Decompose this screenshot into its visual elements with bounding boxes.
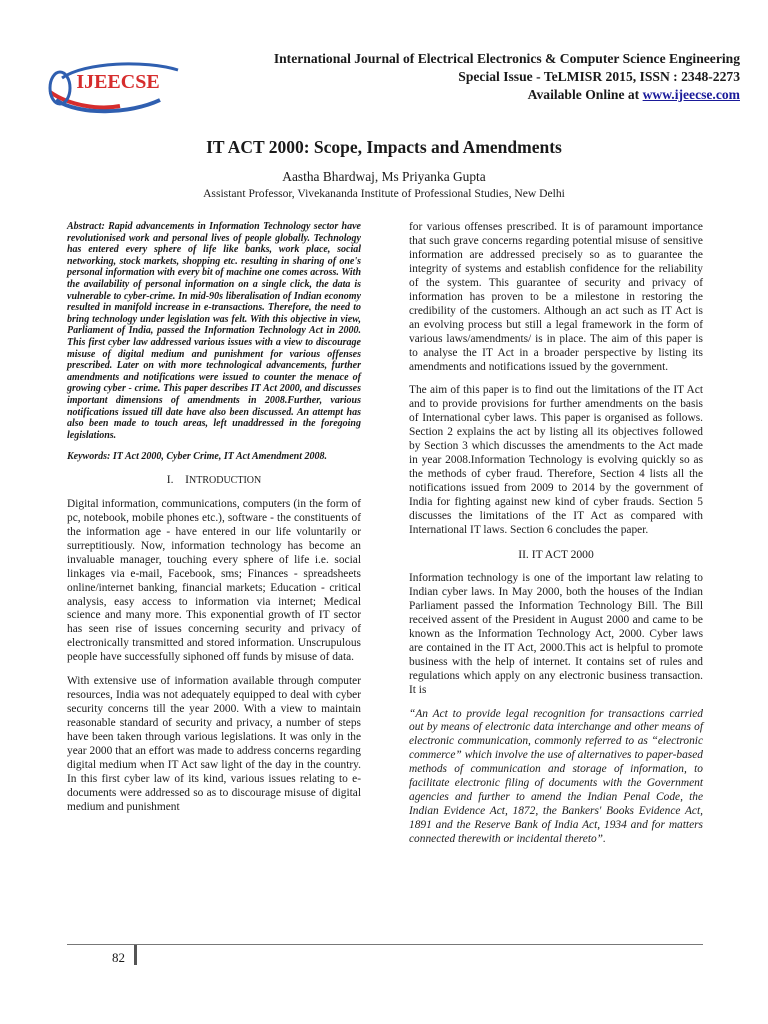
left-column — [67, 221, 361, 825]
section-number: I. — [166, 472, 174, 486]
it-act-paragraph: Information technology is one of the important law relating to Indian cyber laws. In May 2000, both the houses of the Indian Parliament passed the Information Technology Bill. The Bill received assent of the President in August 2000 and came to be known as the Information Technology Act, 2000. Cyber laws are contained in the IT Act, 2000.This act is helpful to promote business with the help of internet. It contains set of rules and regulations which apply on any electronic business transaction. It is — [409, 571, 703, 696]
journal-name: International Journal of Electrical Electronics & Computer Science Engineering — [273, 51, 740, 66]
journal-website-link[interactable]: www.ijeecse.com — [642, 87, 740, 102]
keywords: Keywords: IT Act 2000, Cyber Crime, IT Act Amendment 2008. — [67, 451, 327, 463]
section-title-rest: NTRODUCTION — [189, 474, 262, 486]
paper-authors: Aastha Bhardwaj, Ms Priyanka Gupta — [282, 169, 486, 184]
logo-text: IJEECSE — [76, 71, 160, 93]
intro-paragraph-4: The aim of this paper is to find out the limitations of the IT Act and to provide provisions for further amendments on the basis of International cyber laws. This paper is organised as follows. Section 2 explains the act by listing all its objectives followed by Section 3 which discusses the amendments to the Act made in year 2008.Information Technology is evolving quickly so as the methods of cyber fraud. Therefore, Section 4 lists all the notifications issued from 2009 to 2014 by the government of India for fighting against new kind of cyber frauds. Section 5 discusses the limitations of the IT Act as compared with International IT laws. Section 6 concludes the paper. — [409, 384, 703, 537]
section-heading-introduction — [67, 473, 361, 488]
page-number-bar — [134, 945, 137, 965]
intro-paragraph-3: for various offenses prescribed. It is of paramount importance that such grave concerns regarding potential misuse of sensitive information are addressed precisely so as to guarantee the integrity of systems and establish confidence for the reliability of the system. This guarantee of security and privacy of information has proven to be a milestone in restoring the credibility of the customers. Although an act such as IT Act is an evolving process but still a legal framework in the form of various laws/amendments/ is in place. The aim of this paper is to analyse the IT Act in a broader perspective by listing its amendments and notifications issued by the government. — [409, 221, 703, 373]
intro-paragraph-1: Digital information, communications, computers (in the form of pc, notebook, mobile phones etc.), software - the constituents of the information age - have entered in our life voluntarily or surreptitiously. Now, information technology has become an invaluable manager, touching every sphere of life i.e. social linkages via e-mail, Facebook, sms; Finances - spreadsheets online/internet banking, financial markets; Education - critical analysis, easy access to information via internet; Medical science and many more. This exponential growth of IT sector has seen rise of issues concerning security and privacy of electronically transmitted and stored information. Unscrupulous people have successfully siphoned off funds by misuse of data. — [67, 497, 361, 664]
right-column — [409, 221, 703, 857]
act-quote: “An Act to provide legal recognition for transactions carried out by means of electronic data interchange and other means of electronic communication, commonly referred to as “electronic commerce” which involve the use of alternatives to paper-based methods of communication and storage of information, to facilitate electronic filing of documents with the Government agencies and further to amend the Indian Penal Code, the Indian Evidence Act, 1872, the Bankers' Books Evidence Act, 1891 and the Reserve Bank of India Act, 1934 and for matters connected therewith or incidental thereto”. — [409, 707, 703, 846]
journal-issue: Special Issue - TeLMISR 2015, ISSN : 2348-2273 — [458, 69, 740, 84]
abstract: Abstract: Rapid advancements in Information Technology sector have revolutionised work and personal lives of people globally. Technology has entered every sphere of life like banks, work place, social networking, stock markets, shopping etc. resulting in sharing of one's personal information with every bit of machine one comes across. With the availability of personal information on a single click, the data is vulnerable to cyber-crime. In mid-90s liberalisation of Indian economy resulted in manifold increase in e-transactions. Therefore, the need to bring technology under legislation was felt. With this objective in view, Parliament of India, passed the Information Technology Act in 2000. This first cyber law addressed various issues with a view to discourage misuse of digital medium and punishment for various offenses prescribed. Later on with more technological advancements, further amendments and notifications were issued to counter the menace of growing cyber - crime. This paper describes IT Act 2000, and discusses important dimensions of amendments in 2008.Further, various notifications issued till date have also been discussed. An attempt has also been made to touch areas, left unaddressed in the foregoing legislations. — [67, 221, 361, 441]
paper-title: IT ACT 2000: Scope, Impacts and Amendments — [206, 137, 562, 157]
page-number: 82 — [112, 950, 125, 965]
online-prefix: Available Online at — [527, 87, 643, 102]
footer-divider — [67, 944, 703, 945]
intro-paragraph-2: With extensive use of information available through computer resources, India was not adequately equipped to deal with cyber security concerns till the year 2000. With a view to maintain reasonable standard of security and privacy, a number of steps have been taken through various legislations. It was only in the year 2000 that an effort was made to address concerns regarding digital medium when IT Act saw light of the day in the country. In this first cyber law of its kind, various issues relating to e-documents were addressed so as to discourage misuse of digital medium and punishment — [67, 675, 361, 813]
section-initial: I — [185, 472, 189, 486]
section-heading-it-act: II. IT ACT 2000 — [518, 547, 594, 561]
journal-logo — [40, 56, 190, 116]
journal-online — [200, 86, 740, 104]
author-affiliation: Assistant Professor, Vivekananda Institute of Professional Studies, New Delhi — [203, 187, 565, 200]
journal-header — [200, 50, 740, 104]
